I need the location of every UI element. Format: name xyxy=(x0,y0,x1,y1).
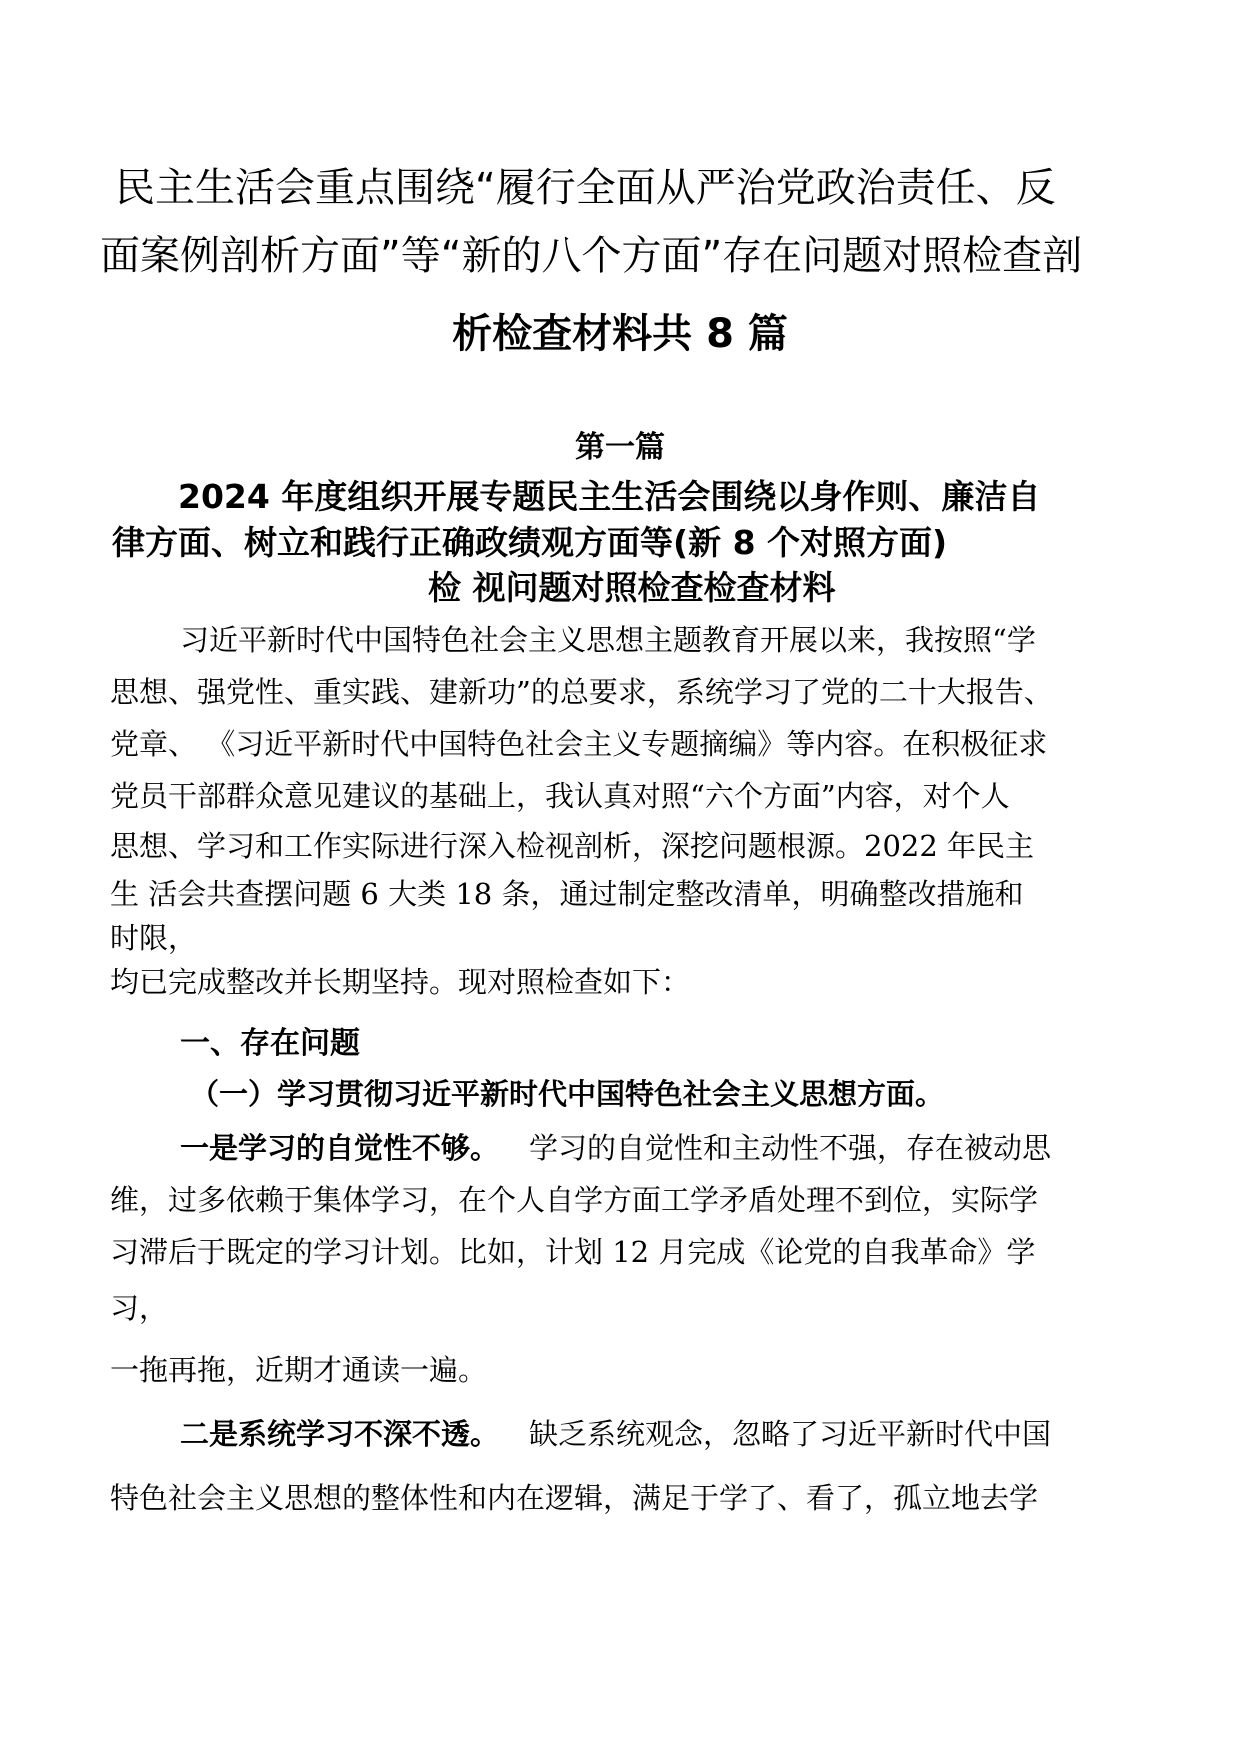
point-1-first-line xyxy=(180,1128,1051,1168)
doc-title-line-1: 民主生活会重点围绕“履行全面从严治党政治责任、反 xyxy=(115,165,1056,211)
doc-title-line-3: 析检查材料共 8 篇 xyxy=(452,311,788,357)
point-1-line-4: 习， xyxy=(110,1291,169,1325)
chapter-title-line-2: 律方面、树立和践行正确政绩观方面等(新 8 个对照方面) xyxy=(112,523,948,562)
point-1-line-3: 习滞后于既定的学习计划。比如，计划 12 月完成《论党的自我革命》学 xyxy=(110,1235,1036,1269)
point-1-line-2: 维，过多依赖于集体学习，在个人自学方面工学矛盾处理不到位，实际学 xyxy=(110,1183,1039,1217)
point-2-first-line xyxy=(180,1414,1051,1454)
chapter-title-line-1: 2024 年度组织开展专题民主生活会围绕以身作则、廉洁自 xyxy=(178,477,1041,516)
point-1-line-1: 学习的自觉性和主动性不强，存在被动思 xyxy=(529,1131,1052,1165)
intro-line-6: 生 活会共查摆问题 6 大类 18 条，通过制定整改清单，明确整改措施和 xyxy=(110,877,1024,911)
intro-line-3: 党章、 《习近平新时代中国特色社会主义专题摘编》等内容。在积极征求 xyxy=(110,727,1048,761)
intro-line-7: 时限， xyxy=(110,921,198,955)
intro-line-4: 党员干部群众意见建议的基础上，我认真对照“六个方面”内容，对个人 xyxy=(110,779,1010,813)
subsection-heading: （一）学习贯彻习近平新时代中国特色社会主义思想方面。 xyxy=(190,1077,945,1111)
intro-line-8: 均已完成整改并长期坚持。现对照检查如下： xyxy=(110,965,691,999)
point-1-lead: 一是学习的自觉性不够。 xyxy=(180,1131,500,1165)
point-2-line-1: 缺乏系统观念，忽略了习近平新时代中国 xyxy=(529,1417,1052,1451)
point-2-lead: 二是系统学习不深不透。 xyxy=(180,1417,500,1451)
chapter-title-line-3: 检 视问题对照检查检查材料 xyxy=(428,568,836,607)
section-heading: 一、存在问题 xyxy=(180,1026,360,1061)
doc-title-line-2: 面案例剖析方面”等“新的八个方面”存在问题对照检查剖 xyxy=(100,233,1083,279)
intro-line-5: 思想、学习和工作实际进行深入检视剖析，深挖问题根源。2022 年民主 xyxy=(110,829,1035,863)
point-1-line-5: 一拖再拖，近期才通读一遍。 xyxy=(110,1353,488,1387)
chapter-label: 第一篇 xyxy=(575,430,665,465)
intro-line-1: 习近平新时代中国特色社会主义思想主题教育开展以来，我按照“学 xyxy=(180,623,1036,657)
point-2-line-2: 特色社会主义思想的整体性和内在逻辑，满足于学了、看了，孤立地去学 xyxy=(110,1481,1039,1515)
intro-line-2: 思想、强党性、重实践、建新功”的总要求，系统学习了党的二十大报告、 xyxy=(110,675,1053,709)
